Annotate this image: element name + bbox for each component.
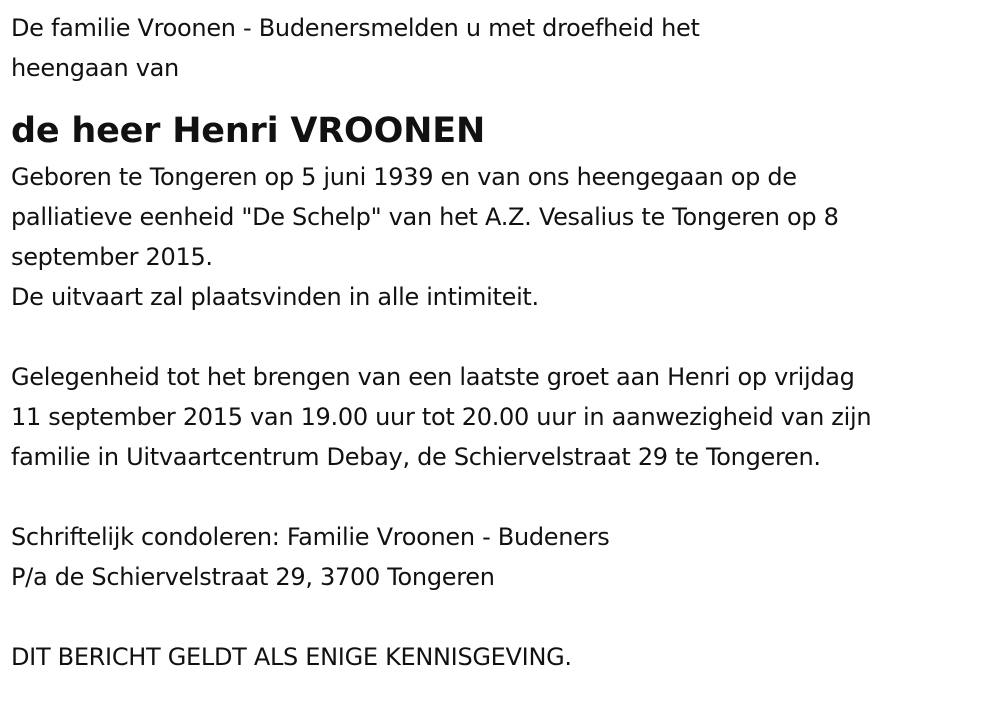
intro-paragraph [11, 8, 996, 88]
funeral-note: De uitvaart zal plaatsvinden in alle intimiteit. [11, 283, 539, 311]
biography-line: Geboren te Tongeren op 5 juni 1939 en van ons heengegaan op de [11, 163, 797, 191]
condolences-paragraph [11, 517, 996, 597]
farewell-line: familie in Uitvaartcentrum Debay, de Schiervelstraat 29 te Tongeren. [11, 443, 821, 471]
deceased-name-heading: de heer Henri VROONEN [11, 111, 486, 151]
intro-line: heengaan van [11, 54, 179, 82]
intro-line: De familie Vroonen - Budenersmelden u met droefheid het [11, 14, 700, 42]
farewell-line: 11 september 2015 van 19.00 uur tot 20.00 uur in aanwezigheid van zijn [11, 403, 872, 431]
paragraph-spacer [11, 317, 996, 357]
farewell-paragraph [11, 357, 996, 477]
biography-line: september 2015. [11, 243, 213, 271]
condolences-address: P/a de Schiervelstraat 29, 3700 Tongeren [11, 563, 495, 591]
closing-statement: DIT BERICHT GELDT ALS ENIGE KENNISGEVING. [11, 643, 572, 671]
biography-line: palliatieve eenheid "De Schelp" van het A.Z. Vesalius te Tongeren op 8 [11, 203, 839, 231]
death-notice [11, 8, 996, 677]
biography-paragraph [11, 157, 996, 317]
condolences-line: Schriftelijk condoleren: Familie Vroonen - Budeners [11, 523, 610, 551]
paragraph-spacer [11, 597, 996, 637]
paragraph-spacer [11, 477, 996, 517]
farewell-line: Gelegenheid tot het brengen van een laatste groet aan Henri op vrijdag [11, 363, 855, 391]
